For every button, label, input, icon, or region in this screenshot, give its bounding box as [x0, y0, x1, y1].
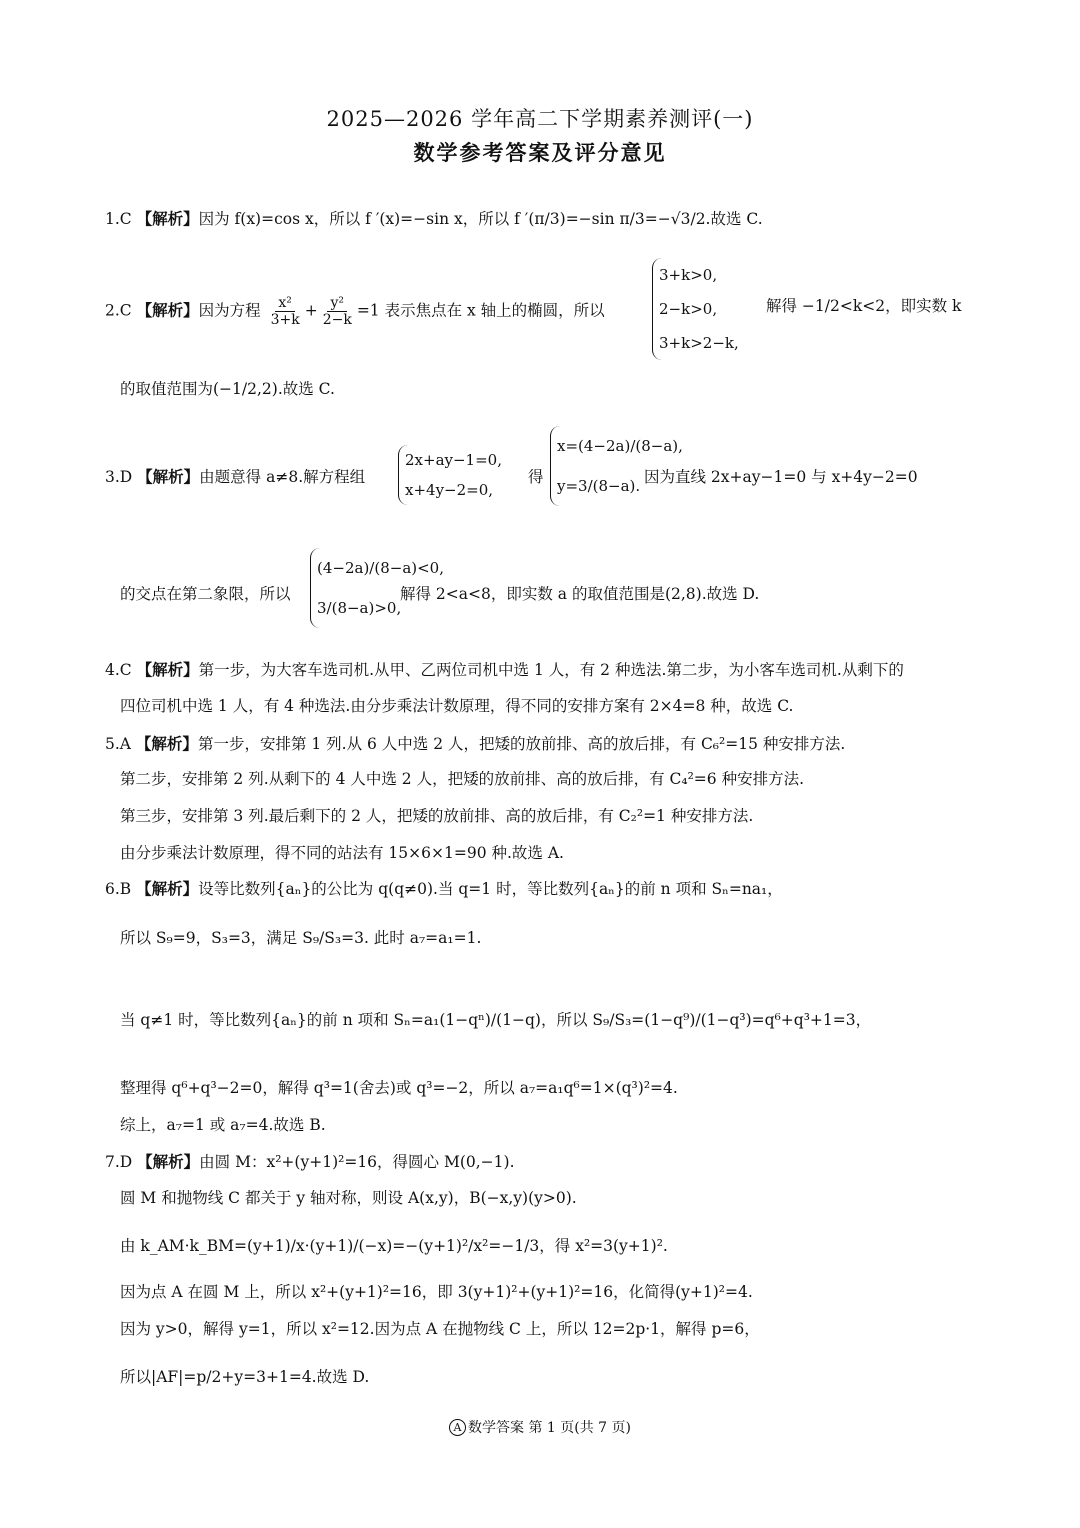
answer-text: 第一步，安排第 1 列.从 6 人中选 2 人，把矮的放前排、高的放后排，有 C₆²=15 种安排方法. — [197, 735, 846, 753]
answer-number: 4.C — [105, 661, 132, 679]
answer-6-text: 当 q≠1 时，等比数列{aₙ}的前 n 项和 Sₙ=a₁(1−qⁿ)/(1−q)，所以 S₉/S₃=(1−q⁹)/(1−q³)=q⁶+q³+1=3， — [120, 1011, 872, 1029]
answer-text: 因为 f(x)=cos x，所以 f ′(x)=−sin x，所以 f ′(π/3)=−sin π/3=−√3/2.故选 C. — [198, 210, 763, 228]
analysis-tag: 【解析】 — [136, 209, 199, 228]
inequality: 2−k>0, — [659, 300, 718, 318]
analysis-tag: 【解析】 — [137, 467, 200, 486]
answer-5-text: 第三步，安排第 3 列.最后剩下的 2 人，把矮的放前排、高的放后排，有 C₂²=1 种安排方法. — [120, 807, 754, 825]
answer-5-text: 由分步乘法计数原理，得不同的站法有 15×6×1=90 种.故选 A. — [120, 844, 564, 862]
answer-2: 2.C 【解析】因为方程 $\frac{\text{x²}}{3+k}$ + $\frac{\text{y²}}{2-k}$ =1 表示焦点在 x 轴上的椭圆，所以 — [105, 295, 605, 328]
page-number: 数学答案 第 1 页(共 7 页) — [468, 1420, 631, 1436]
answer-3-text: 的交点在第二象限，所以 — [120, 585, 291, 603]
answer-3-text: 因为直线 2x+ay−1=0 与 x+4y−2=0 — [644, 468, 918, 486]
inequality: 3/(8−a)>0, — [317, 599, 402, 617]
fraction: $\frac{\text{y²}}{2-k}$ — [322, 295, 352, 328]
answer-2-range: 的取值范围为(−1/2,2).故选 C. — [120, 380, 335, 398]
answer-text: 设等比数列{aₙ}的公比为 q(q≠0).当 q=1 时，等比数列{aₙ}的前 n 项和 Sₙ=na₁， — [198, 880, 783, 898]
answer-text: 第一步，为大客车选司机.从甲、乙两位司机中选 1 人，有 2 种选法.第二步，为小客车选司机.从剩下的 — [198, 661, 904, 679]
page-footer — [0, 1417, 1080, 1437]
answer-5 — [105, 733, 845, 755]
answer-6-text: 综上，a₇=1 或 a₇=4.故选 B. — [120, 1116, 326, 1134]
answer-3 — [105, 466, 365, 488]
answer-3-system-1 — [398, 445, 502, 505]
answer-7-text: 所以|AF|=p/2+y=3+1=4.故选 D. — [120, 1368, 370, 1386]
equation: x=(4−2a)/(8−a), — [557, 437, 683, 455]
answer-number: 5.A — [105, 735, 131, 753]
answer-6-text: 整理得 q⁶+q³−2=0，解得 q³=1(舍去)或 q³=−2，所以 a₇=a₁q⁶=1×(q³)²=4. — [120, 1079, 678, 1097]
equation: x+4y−2=0, — [405, 481, 494, 499]
inequality: 3+k>0, — [659, 266, 718, 284]
version-badge: A — [449, 1419, 466, 1436]
answer-text: 因为方程 — [198, 301, 261, 320]
inequality: (4−2a)/(8−a)<0, — [317, 559, 444, 577]
answer-number: 2.C — [105, 301, 132, 320]
answer-7 — [105, 1151, 515, 1173]
analysis-tag: 【解析】 — [136, 300, 199, 320]
answer-1 — [105, 208, 763, 230]
answer-text: =1 表示焦点在 x 轴上的椭圆，所以 — [356, 301, 605, 320]
answer-number: 1.C — [105, 210, 132, 228]
fraction: $\frac{\text{x²}}{3+k}$ — [270, 295, 300, 328]
answer-6 — [105, 878, 783, 900]
analysis-tag: 【解析】 — [135, 734, 198, 753]
answer-2-system — [652, 258, 739, 360]
analysis-tag: 【解析】 — [137, 1152, 200, 1171]
answer-7-text: 因为点 A 在圆 M 上，所以 x²+(y+1)²=16，即 3(y+1)²+(y+1)²=16，化简得(y+1)²=4. — [120, 1283, 753, 1301]
answer-4 — [105, 659, 904, 681]
analysis-tag: 【解析】 — [136, 879, 199, 898]
answer-6-text: 所以 S₉=9，S₃=3，满足 S₉/S₃=3. 此时 a₇=a₁=1. — [120, 929, 482, 947]
answer-7-text: 因为 y>0，解得 y=1，所以 x²=12.因为点 A 在抛物线 C 上，所以 12=2p·1，解得 p=6， — [120, 1320, 760, 1338]
equation: 2x+ay−1=0, — [405, 451, 502, 469]
page-title: 2025—2026 学年高二下学期素养测评(一) — [326, 107, 754, 131]
answer-number: 7.D — [105, 1153, 133, 1171]
page-subtitle: 数学参考答案及评分意见 — [413, 140, 667, 165]
answer-text: 由题意得 a≠8.解方程组 — [199, 468, 366, 486]
answer-4-text: 四位司机中选 1 人，有 4 种选法.由分步乘法计数原理，得不同的安排方案有 2×4=8 种，故选 C. — [120, 697, 794, 715]
answer-5-text: 第二步，安排第 2 列.从剩下的 4 人中选 2 人，把矮的放前排、高的放后排，有 C₄²=6 种安排方法. — [120, 770, 804, 788]
answer-7-text: 圆 M 和抛物线 C 都关于 y 轴对称，则设 A(x,y)，B(−x,y)(y>0). — [120, 1189, 577, 1207]
answer-2-result: 解得 −1/2<k<2，即实数 k — [766, 297, 962, 315]
answer-text: 由圆 M：x²+(y+1)²=16，得圆心 M(0,−1). — [199, 1153, 515, 1171]
answer-number: 3.D — [105, 468, 133, 486]
answer-3-text: 得 — [528, 468, 544, 486]
answer-7-text: 由 k_AM·k_BM=(y+1)/x·(y+1)/(−x)=−(y+1)²/x²=−1/3，得 x²=3(y+1)². — [120, 1237, 668, 1255]
answer-3-result: 解得 2<a<8，即实数 a 的取值范围是(2,8).故选 D. — [400, 585, 760, 603]
answer-number: 6.B — [105, 880, 132, 898]
equation: y=3/(8−a). — [557, 477, 641, 495]
inequality: 3+k>2−k, — [659, 334, 739, 352]
analysis-tag: 【解析】 — [136, 660, 199, 679]
